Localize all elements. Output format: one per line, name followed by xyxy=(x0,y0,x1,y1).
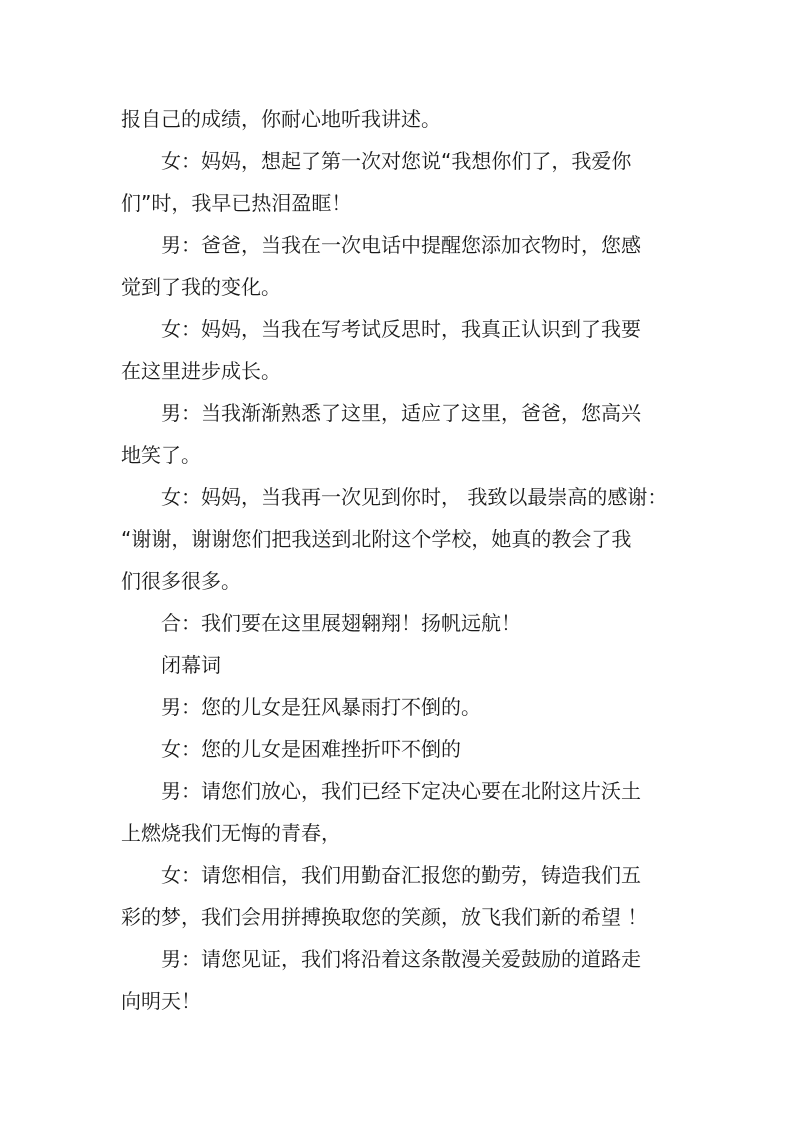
text-line: 女：您的儿女是困难挫折吓不倒的 xyxy=(161,737,461,761)
text-line: 男：您的儿女是狂风暴雨打不倒的。 xyxy=(161,695,481,719)
text-line: 报自己的成绩，你耐心地听我讲述。 xyxy=(121,107,441,131)
text-line: 觉到了我的变化。 xyxy=(121,275,281,299)
text-line: 女：妈妈，当我再一次见到你时， 我致以最崇高的感谢： xyxy=(161,485,668,509)
text-line: 向明天！ xyxy=(121,989,201,1013)
text-line: 们很多很多。 xyxy=(121,569,241,593)
text-line: 地笑了。 xyxy=(121,443,201,467)
section-heading: 闭幕词 xyxy=(161,653,221,677)
text-line: 合：我们要在这里展翅翱翔！扬帆远航！ xyxy=(161,611,521,635)
text-line: 男：请您们放心，我们已经下定决心要在北附这片沃土 xyxy=(161,779,641,803)
text-line: “谢谢，谢谢您们把我送到北附这个学校，她真的教会了我 xyxy=(121,527,632,551)
text-line: 女：妈妈，当我在写考试反思时，我真正认识到了我要 xyxy=(161,317,641,341)
text-line: 上燃烧我们无悔的青春， xyxy=(121,821,341,845)
text-line: 女：请您相信，我们用勤奋汇报您的勤劳，铸造我们五 xyxy=(161,863,641,887)
document-body xyxy=(121,98,677,1022)
text-line: 男：请您见证，我们将沿着这条散漫关爱鼓励的道路走 xyxy=(161,947,641,971)
text-line: 男：爸爸，当我在一次电话中提醒您添加衣物时，您感 xyxy=(161,233,641,257)
text-line: 在这里进步成长。 xyxy=(121,359,281,383)
text-line: 女：妈妈，想起了第一次对您说“我想你们了，我爱你 xyxy=(161,149,632,173)
text-line: 彩的梦，我们会用拼搏换取您的笑颜，放飞我们新的希望 ！ xyxy=(121,905,648,929)
text-line: 们”时，我早已热泪盈眶！ xyxy=(121,191,352,215)
text-line: 男：当我渐渐熟悉了这里，适应了这里，爸爸，您高兴 xyxy=(161,401,641,425)
